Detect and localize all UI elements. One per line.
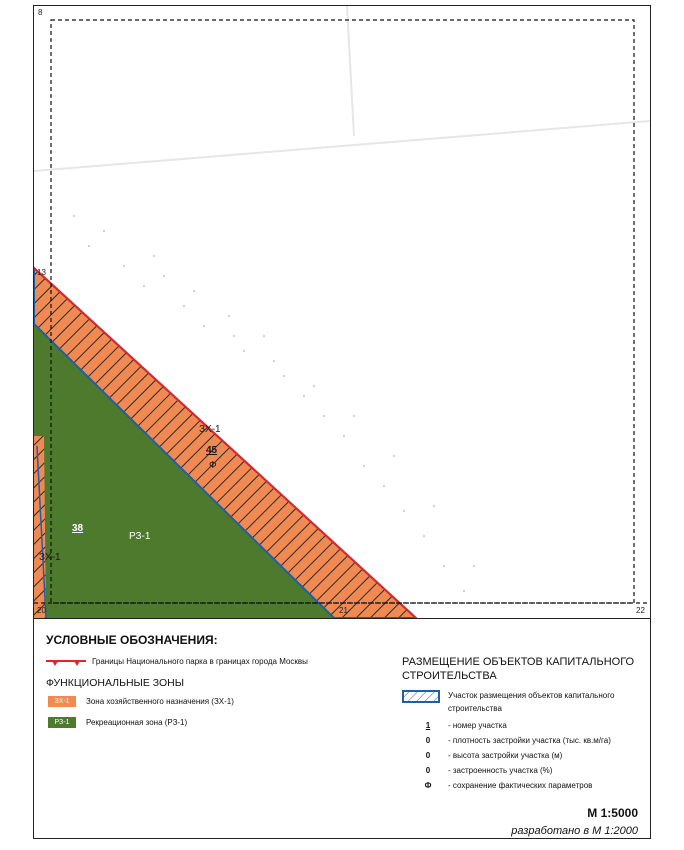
recreation-zone-label: Рекреационная зона (РЗ-1) [86,718,188,727]
economic-zone-swatch: ЗХ-1 [48,696,76,707]
param-key-height: 0 [425,751,431,760]
road-line [34,121,650,171]
plot-marker-f: Ф [209,460,217,471]
zone-label-recreation: РЗ-1 [129,531,151,542]
plot-area-label: Участок размещения объектов капитального строительства [448,691,615,713]
developed-scale-label: разработано в М 1:2000 [511,825,638,837]
zone-label-economic: ЗХ-1 [199,424,221,435]
param-key-number: 1 [425,721,431,730]
park-boundary-label: Границы Национального парка в границах города Москвы [92,657,308,666]
map-sheet [33,5,651,839]
economic-zone-label: Зона хозяйственного назначения (ЗХ-1) [86,697,234,706]
param-label-coverage: - застроенность участка (%) [448,766,553,775]
plot-number-38: 38 [72,523,84,534]
recreation-zone-swatch: РЗ-1 [48,717,76,728]
legend-title: УСЛОВНЫЕ ОБОЗНАЧЕНИЯ: [46,633,218,647]
park-boundary-symbol [46,657,86,667]
corner-label-top-left: 8 [38,8,43,17]
param-key-density: 0 [425,736,431,745]
param-label-density: - плотность застройки участка (тыс. кв.м/га) [448,736,611,745]
corner-label-bottom-mid: 21 [339,606,348,615]
legend [34,619,650,839]
placement-title: РАЗМЕЩЕНИЕ ОБЪЕКТОВ КАПИТАЛЬНОГО СТРОИТЕЛЬСТВА [402,656,635,682]
road-line [347,6,354,136]
param-label-number: - номер участка [448,721,507,730]
corner-label-left-mid: 13 [37,268,46,277]
functional-zones-title: ФУНКЦИОНАЛЬНЫЕ ЗОНЫ [46,677,185,689]
zone-label-economic-left: ЗХ-1 [39,552,61,563]
corner-label-bottom-right: 22 [636,606,645,615]
param-key-preserve: Ф [424,781,432,790]
corner-label-bottom-left: 20 [37,606,46,615]
scale-label: М 1:5000 [587,806,638,820]
plot-area-symbol [402,690,440,703]
param-key-coverage: 0 [425,766,431,775]
map-canvas [34,6,650,618]
param-label-preserve: - сохранение фактических параметров [448,781,593,790]
plot-number-45: 45 [206,445,218,456]
param-label-height: - высота застройки участка (м) [448,751,563,760]
map-area[interactable] [34,6,650,618]
